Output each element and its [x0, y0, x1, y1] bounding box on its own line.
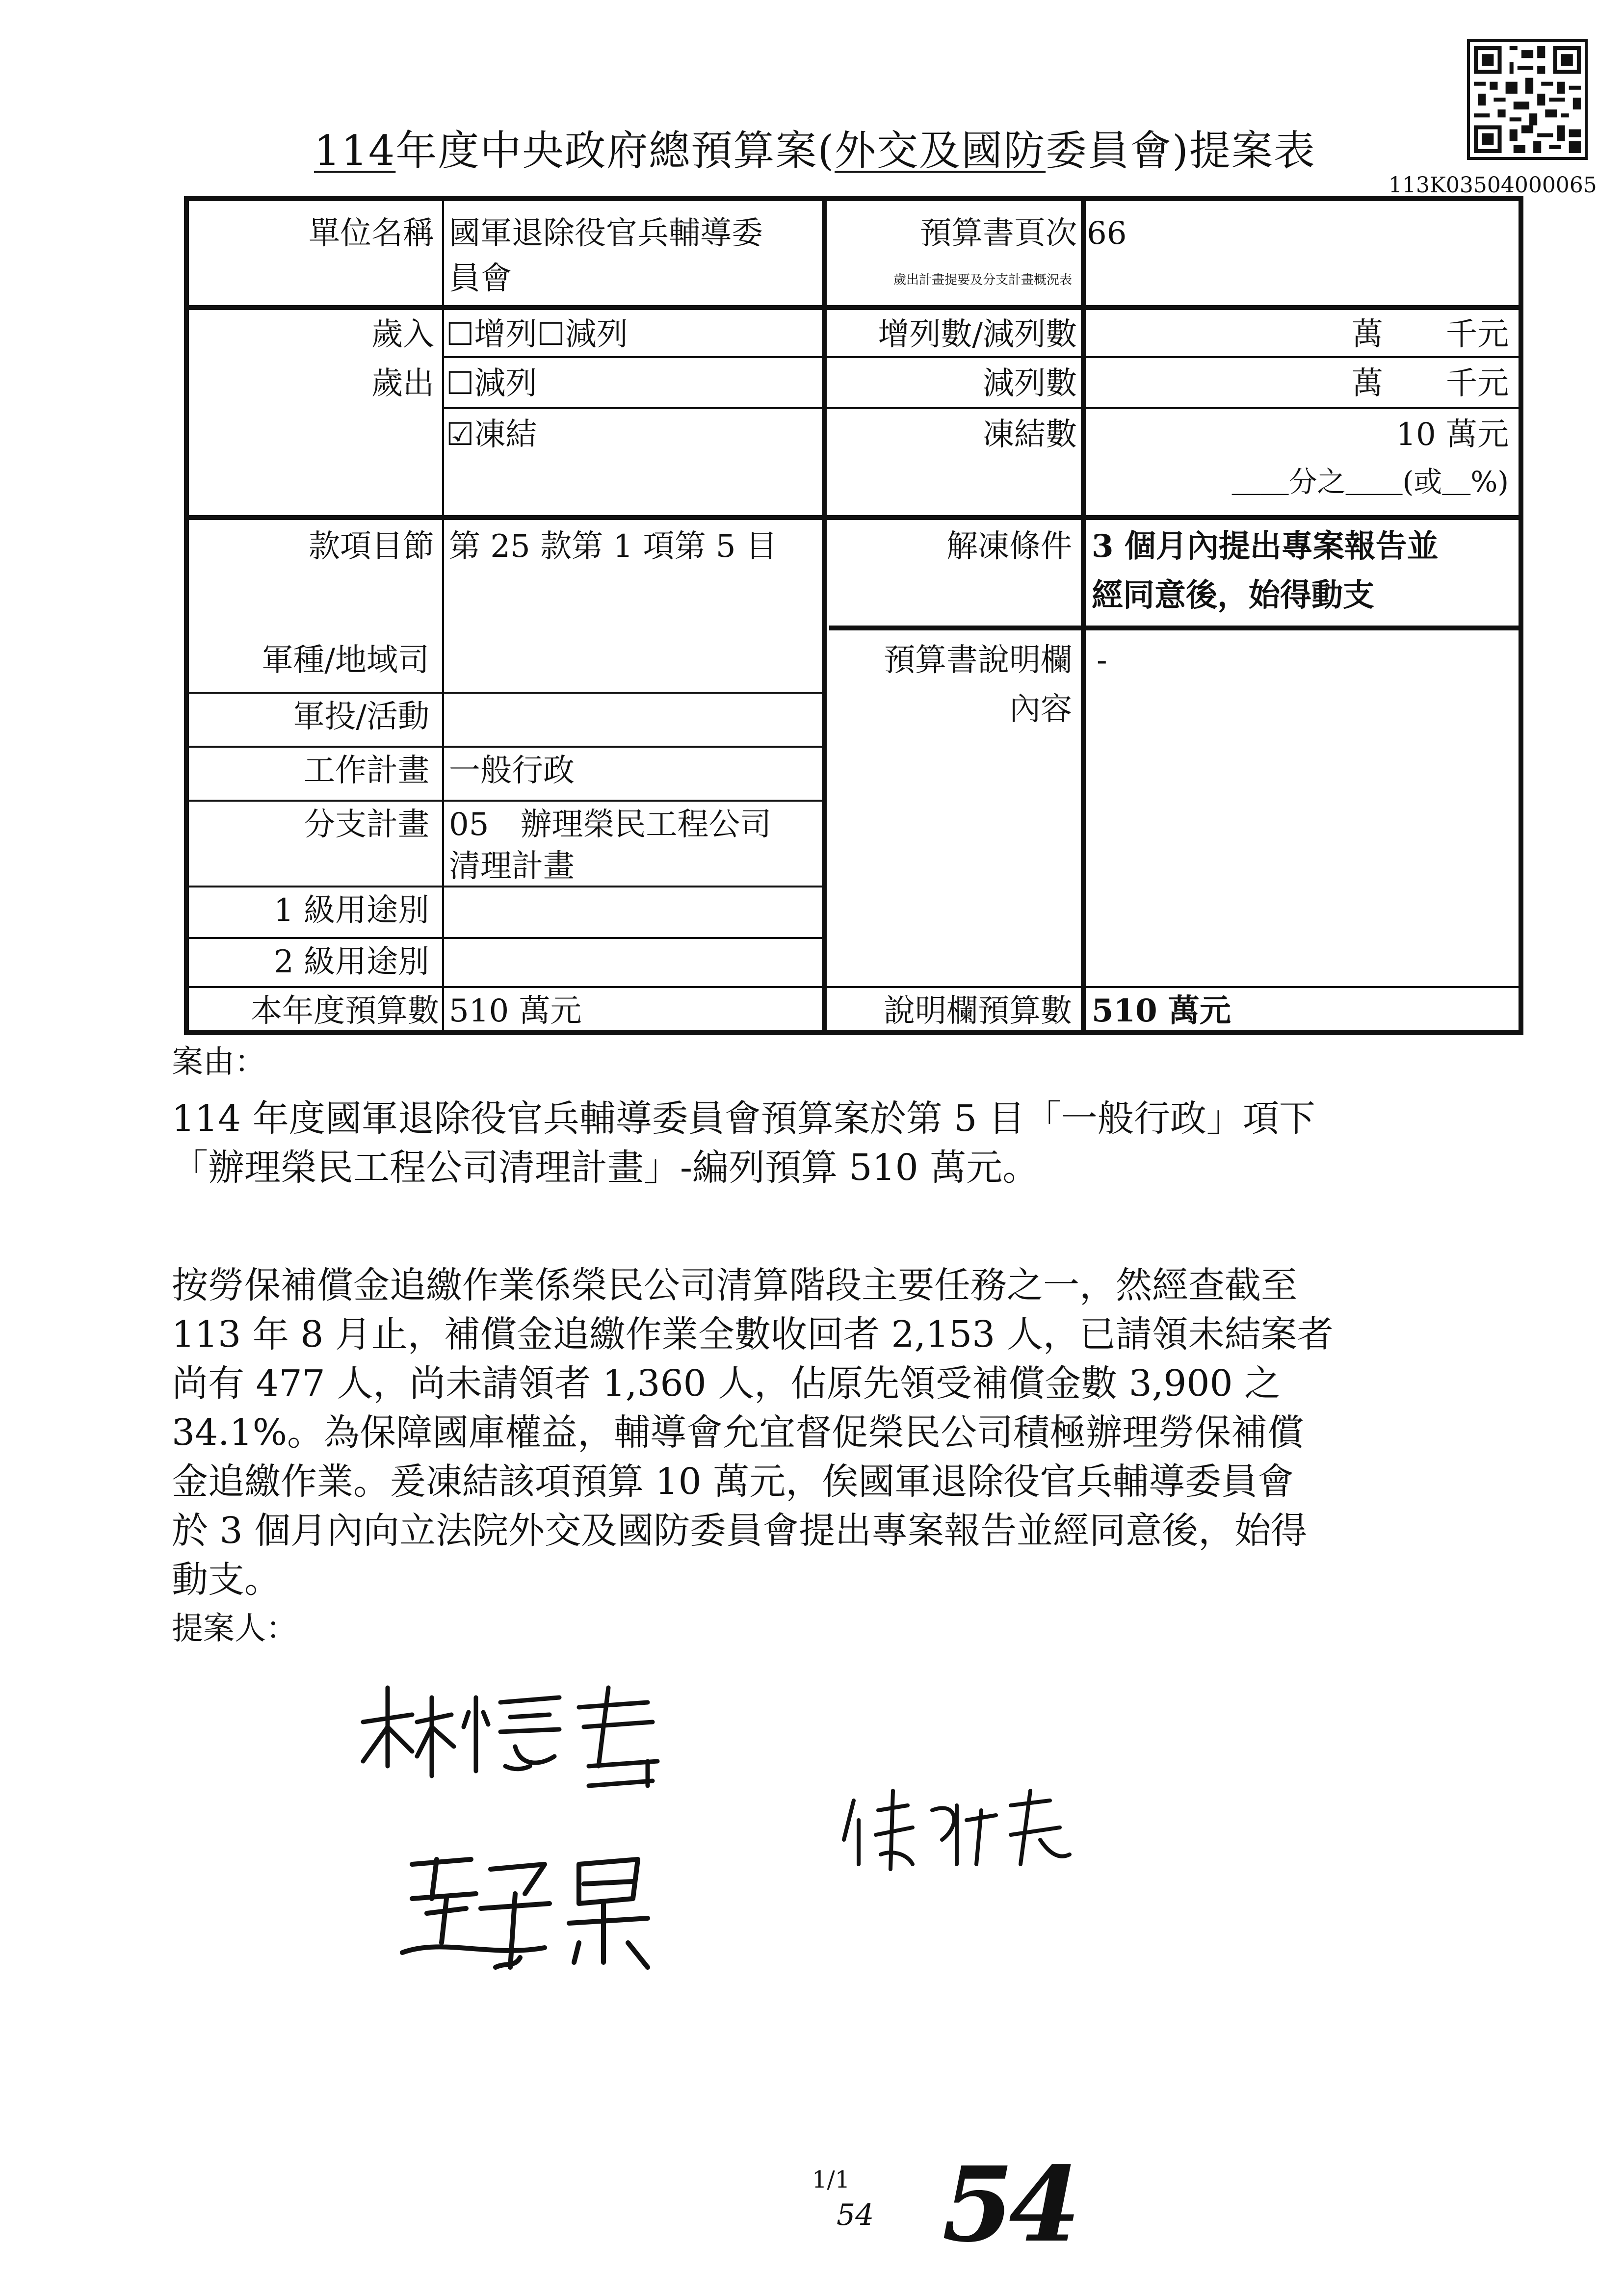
title-mid: 年度中央政府總預算案( — [395, 127, 835, 175]
use1-label: 1 級用途別 — [273, 892, 429, 929]
desc-label-line1: 預算書說明欄 — [884, 642, 1072, 678]
page-number-large: 54 — [942, 2144, 1076, 2265]
expense-option: ☐減列 — [446, 365, 537, 402]
table-divider — [189, 937, 822, 939]
unfreeze-value-line2: 經同意後，始得動支 — [1092, 577, 1374, 614]
case-p2-line5: 金追繳作業。爰凍結該項預算 10 萬元，俟國軍退除役官兵輔導委員會 — [172, 1461, 1294, 1503]
unit-value-line2: 員會 — [449, 261, 512, 297]
signature-2 — [383, 1835, 687, 1982]
table-divider — [444, 407, 1519, 409]
page-value: 66 — [1087, 215, 1127, 252]
use2-label: 2 級用途別 — [273, 944, 429, 980]
table-divider — [189, 746, 822, 748]
table-divider — [189, 986, 1519, 988]
decrease-label: 減列數 — [983, 365, 1077, 402]
desc-label-line2: 內容 — [1009, 691, 1072, 728]
annual-budget-value: 510 萬元 — [449, 993, 582, 1029]
document-title — [314, 118, 1316, 177]
table-divider — [1081, 201, 1086, 1030]
document-id: 113K03504000065 — [1388, 173, 1597, 198]
revenue-options: ☐增列☐減列 — [446, 316, 628, 353]
case-p2-line4: 34.1%。為保障國庫權益，輔導會允宜督促榮民公司積極辦理勞保補償 — [172, 1411, 1304, 1454]
title-end: 委員會)提案表 — [1046, 127, 1316, 175]
page-fraction: 1/1 — [812, 2166, 850, 2193]
work-plan-value: 一般行政 — [449, 753, 575, 789]
title-committee: 外交及國防 — [835, 127, 1046, 175]
qr-code-icon — [1467, 39, 1588, 160]
activity-label: 軍投/活動 — [293, 699, 429, 735]
table-divider — [189, 305, 1519, 310]
page-sublabel: 歲出計畫提要及分支計畫概況表 — [893, 273, 1072, 287]
increase-decrease-value: 萬 千元 — [1352, 316, 1509, 353]
proposer-label: 提案人： — [172, 1611, 297, 1647]
freeze-value: 10 萬元 — [1396, 417, 1509, 453]
freeze-label: 凍結數 — [983, 417, 1077, 453]
table-divider — [189, 800, 822, 802]
desc-budget-label: 說明欄預算數 — [884, 993, 1072, 1029]
sub-plan-value-line2: 清理計畫 — [449, 848, 575, 885]
desc-budget-value: 510 萬元 — [1092, 992, 1231, 1029]
table-divider — [189, 692, 822, 694]
increase-decrease-label: 增列數/減列數 — [878, 316, 1077, 353]
item-label: 款項目節 — [309, 528, 434, 565]
branch-label: 軍種/地域司 — [262, 642, 429, 678]
table-divider — [442, 201, 444, 1030]
case-p2-line3: 尚有 477 人，尚未請領者 1,360 人，佔原先領受補償金數 3,900 之 — [172, 1362, 1281, 1405]
unit-label: 單位名稱 — [309, 215, 434, 252]
signature-3 — [834, 1781, 1089, 1879]
table-divider — [189, 515, 1519, 520]
unfreeze-value-line1: 3 個月內提出專案報告並 — [1092, 528, 1439, 565]
sub-plan-value-line1: 05 辦理榮民工程公司 — [449, 807, 772, 843]
unfreeze-label: 解凍條件 — [946, 528, 1072, 565]
freeze-ratio: ＿＿分之＿＿(或＿%) — [1231, 465, 1509, 498]
desc-value: - — [1097, 642, 1107, 678]
case-p2-line6: 於 3 個月內向立法院外交及國防委員會提出專案報告並經同意後，始得 — [172, 1510, 1308, 1552]
decrease-value: 萬 千元 — [1352, 365, 1509, 402]
freeze-option: ☑凍結 — [446, 417, 537, 453]
case-p2-line1: 按勞保補償金追繳作業係榮民公司清算階段主要任務之一，然經查截至 — [172, 1264, 1297, 1306]
page-number-small: 54 — [837, 2198, 874, 2232]
case-label: 案由： — [172, 1044, 266, 1080]
page-label: 預算書頁次 — [920, 215, 1077, 252]
table-divider — [822, 201, 827, 1030]
proposal-table — [184, 196, 1523, 1035]
expense-label: 歲出 — [371, 365, 434, 402]
revenue-label: 歲入 — [371, 316, 434, 353]
annual-budget-label: 本年度預算數 — [251, 993, 439, 1029]
title-year: 114 — [314, 127, 396, 175]
case-p1-line2: 「辦理榮民工程公司清理計畫」-編列預算 510 萬元。 — [172, 1147, 1039, 1189]
case-p2-line7: 動支。 — [172, 1559, 281, 1601]
item-value: 第 25 款第 1 項第 5 目 — [449, 528, 777, 565]
table-divider — [829, 626, 1519, 630]
case-p1-line1: 114 年度國軍退除役官兵輔導委員會預算案於第 5 目「一般行政」項下 — [172, 1097, 1315, 1140]
sub-plan-label: 分支計畫 — [304, 807, 429, 843]
signature-1 — [353, 1668, 687, 1796]
work-plan-label: 工作計畫 — [304, 753, 429, 789]
case-p2-line2: 113 年 8 月止，補償金追繳作業全數收回者 2,153 人，已請領未結案者 — [172, 1313, 1334, 1356]
unit-value-line1: 國軍退除役官兵輔導委 — [449, 215, 763, 252]
